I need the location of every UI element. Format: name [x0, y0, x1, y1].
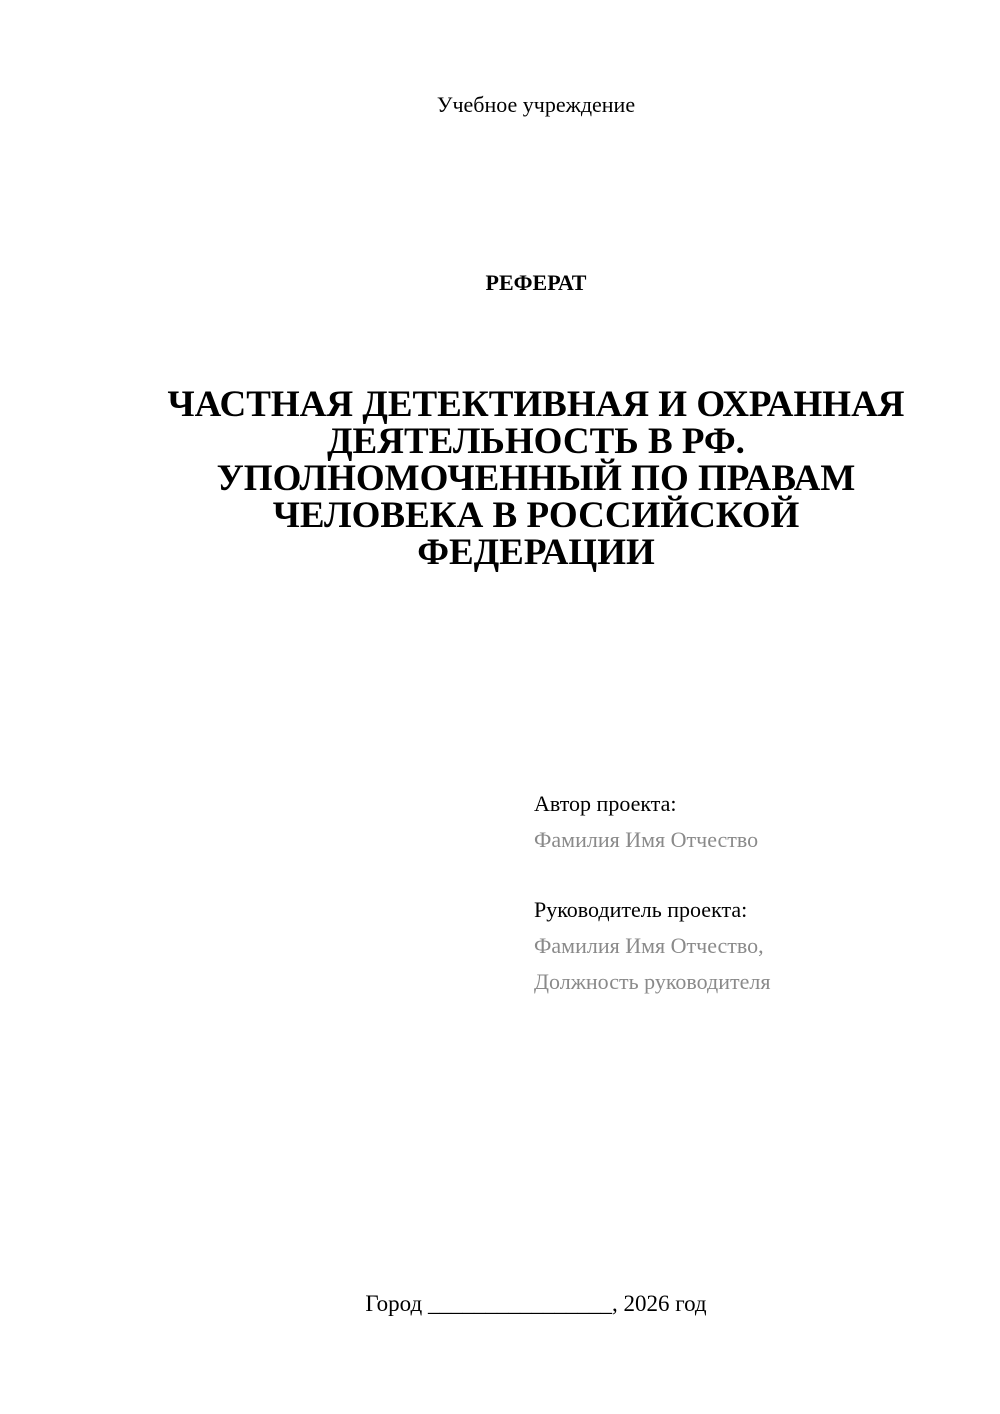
supervisor-block	[534, 892, 974, 1000]
supervisor-label: Руководитель проекта:	[534, 897, 748, 922]
author-label: Автор проекта:	[534, 791, 677, 816]
title-line: ЧАСТНАЯ ДЕТЕКТИВНАЯ И ОХРАННАЯ	[167, 384, 905, 425]
title-line: ЧЕЛОВЕКА В РОССИЙСКОЙ	[272, 495, 800, 536]
author-name-placeholder: Фамилия Имя Отчество	[534, 827, 759, 852]
institution-name: Учебное учреждение	[436, 92, 636, 117]
document-type: РЕФЕРАТ	[485, 270, 587, 295]
document-title	[130, 386, 942, 571]
title-line: ДЕЯТЕЛЬНОСТЬ В РФ.	[327, 421, 745, 462]
supervisor-position-placeholder: Должность руководителя	[534, 969, 771, 994]
city-year-line: Город ________________, 2026 год	[365, 1291, 707, 1316]
supervisor-name-placeholder: Фамилия Имя Отчество,	[534, 933, 764, 958]
title-line: УПОЛНОМОЧЕННЫЙ ПО ПРАВАМ	[216, 458, 856, 499]
title-line: ФЕДЕРАЦИИ	[417, 532, 655, 573]
author-block	[534, 786, 974, 858]
